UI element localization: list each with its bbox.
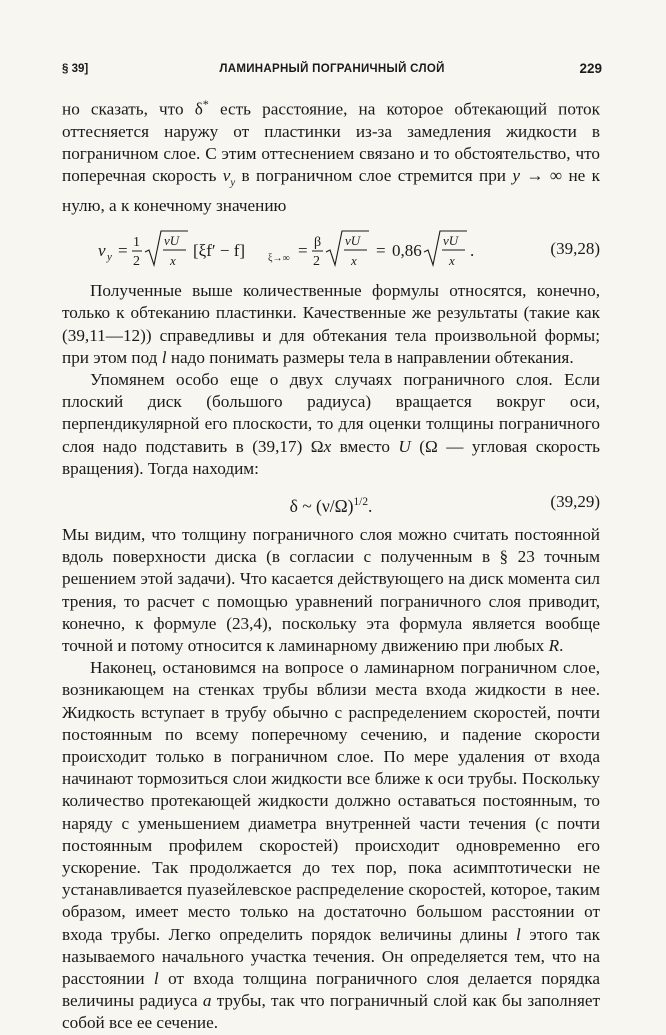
eq-beta-den: 2 bbox=[313, 254, 320, 270]
equation-39-28-formula bbox=[98, 227, 558, 271]
paragraph-2: Полученные выше количественные формулы относятся, конечно, только к обтеканию пластинки. Качественные же результаты (такие как (39,11—12)) справедливы и для обтекания тела произвольной формы; при этом под l надо понимать размеры тела в направлении обтекания. bbox=[62, 281, 600, 367]
page-number: 229 bbox=[579, 61, 602, 76]
paragraph-1: но сказать, что δ* есть расстояние, на которое обтекающий поток оттесняется наружу от пластинки из-за замедления жидкости в пограничном слое. С этим оттеснением связано и то обстоятельство, что поперечная скорость $v_y$ в пограничном слое стремится при y → ∞ не к нулю, а к конечному значению bbox=[62, 97, 600, 215]
eq-coefficient: 0,86 bbox=[392, 241, 422, 261]
section-reference: § 39] bbox=[62, 63, 89, 75]
running-title: ЛАМИНАРНЫЙ ПОГРАНИЧНЫЙ СЛОЙ bbox=[219, 63, 445, 75]
sqrt-3-denominator: x bbox=[449, 253, 455, 269]
eq-equals-3: = bbox=[376, 241, 386, 261]
paragraph-4: Мы видим, что толщину пограничного слоя можно считать постоянной вдоль поверхности диска (в согласии с полученным в § 23 точным решением этой задачи). Что касается действующего на диск момента сил трения, то расчет с помощью уравнений пограничного слоя приводит, конечно, к формуле (23,4), поскольку эта формула является вообще точной и потому относится к ламинарному движению при любых R. bbox=[62, 525, 600, 656]
equation-number-39-28: (39,28) bbox=[550, 239, 600, 259]
equation-number-39-29: (39,29) bbox=[550, 492, 600, 512]
equation-39-29-formula: δ ~ $(\nu/\Omega)^{1/2}$. bbox=[289, 495, 373, 516]
running-header bbox=[62, 61, 602, 81]
eq-half-den: 2 bbox=[133, 254, 140, 270]
sqrt-2-denominator: x bbox=[351, 253, 357, 269]
sqrt-1-numerator: νU bbox=[164, 233, 180, 249]
eq-lhs-subscript: y bbox=[107, 251, 112, 264]
page-body bbox=[62, 93, 600, 1035]
eq-beta: β bbox=[314, 235, 322, 251]
paragraph-5: Наконец, остановимся на вопросе о ламинарном пограничном слое, возникающем на стенках трубы вблизи места входа жидкости в нее. Жидкость вступает в трубу обычно с распределением скоростей, почти постоянным по всему поперечному сечению, и падение скорости происходит только в пограничном слое. По мере удаления от входа начинают тормозиться слои жидкости все ближе к оси трубы. Поскольку количество протекающей жидкости должно оставаться постоянным, то наряду с уменьшением диаметра внутренней части течения (с почти постоянным профилем скоростей) происходит одновременно его ускорение. Так продолжается до тех пор, пока асимптотически не устанавливается пуазейлевское распределение скоростей, которое, таким образом, имеет место только на достаточно большом расстоянии от входа трубы. Легко определить порядок величины длины l этого так называемого начального участка течения. Он определяется тем, что на расстоянии l от входа толщина пограничного слоя делается порядка величины радиуса a трубы, так что пограничный слой как бы заполняет собой все ее сечение. bbox=[62, 658, 600, 1033]
eq-bracket: [ξf′ − f] bbox=[193, 241, 246, 261]
sqrt-3-numerator: νU bbox=[443, 233, 459, 249]
eq-bracket-subscript: ξ→∞ bbox=[268, 253, 290, 265]
eq-half-num: 1 bbox=[133, 235, 140, 251]
sqrt-1-denominator: x bbox=[170, 253, 176, 269]
sqrt-2-numerator: νU bbox=[345, 233, 361, 249]
eq-equals-2: = bbox=[298, 241, 308, 261]
eq-period: . bbox=[470, 241, 475, 261]
eq-equals: = bbox=[118, 241, 128, 261]
eq-lhs: v bbox=[98, 241, 106, 261]
equation-39-28 bbox=[62, 227, 600, 271]
paragraph-3: Упомянем особо еще о двух случаях пограничного слоя. Если плоский диск (большого радиуса) вращается вокруг оси, перпендикулярной его плоскости, то для оценки толщины пограничного слоя надо подставить в (39,17) Ωx вместо U (Ω — угловая скорость вращения). Тогда находим: bbox=[62, 370, 601, 478]
equation-39-29 bbox=[62, 488, 600, 516]
